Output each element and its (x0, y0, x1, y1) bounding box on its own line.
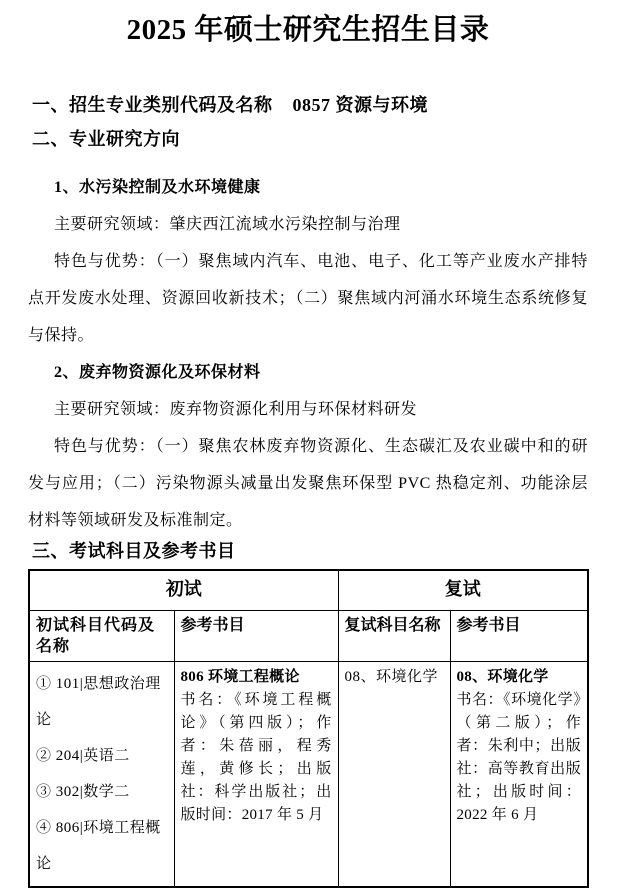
initial-reference-detail: 书名：《环境工程概论》（第四版）；作者：朱蓓丽，程秀莲，黄修长；出版社：科学出版社；出版时间：2017 年 5 月 (180, 691, 332, 823)
section-two-heading: 二、专业研究方向 (32, 129, 180, 149)
col-header-retest-subject-name: 复试科目名称 (338, 610, 450, 661)
table-column-header-row (29, 610, 588, 661)
direction-block-2 (28, 354, 588, 539)
cell-initial-subjects (29, 661, 174, 887)
direction-1-field: 主要研究领域：肇庆西江流域水污染控制与治理 (54, 216, 401, 233)
col-header-retest-references: 参考书目 (450, 610, 588, 661)
cell-retest-reference (450, 661, 588, 887)
table-data-row (29, 661, 588, 887)
retest-reference-detail: 书名：《环境化学》（第二版）；作者：朱利中；出版社：高等教育出版社；出版时间：2022 年 6 月 (456, 691, 581, 823)
initial-reference-title: 806 环境工程概论 (180, 668, 300, 685)
retest-subject-name: 08、环境化学 (344, 668, 439, 685)
subject-item-politics: ① 101|思想政治理论 (36, 675, 161, 728)
section-one-label: 一、招生专业类别代码及名称 (32, 95, 273, 115)
section-three-heading: 三、考试科目及参考书目 (32, 541, 236, 561)
col-header-initial-subject-codes: 初试科目代码及名称 (29, 610, 174, 661)
section-one-code-name: 0857 资源与环境 (292, 95, 428, 115)
retest-reference-title: 08、环境化学 (456, 668, 549, 685)
subject-item-env-engineering: ④ 806|环境工程概论 (36, 819, 161, 872)
page-title: 2025 年硕士研究生招生目录 (126, 14, 490, 46)
section-one-heading (28, 93, 588, 118)
direction-2-features: 特色与优势：（一）聚焦农林废弃物资源化、生态碳汇及农业碳中和的研发与应用；（二）污染物源头减量出发聚焦环保型 PVC 热稳定剂、功能涂层材料等领域研发及标准制定。 (28, 438, 588, 529)
subject-item-english: ② 204|英语二 (36, 747, 130, 764)
initial-subject-list (36, 666, 168, 882)
group-header-retest: 复试 (338, 570, 588, 610)
subject-item-math: ③ 302|数学二 (36, 783, 130, 800)
direction-1-features: 特色与优势：（一）聚焦域内汽车、电池、电子、化工等产业废水产排特点开发废水处理、资源回收新技术；（二）聚焦域内河涌水环境生态系统修复与保持。 (28, 253, 588, 344)
cell-retest-subject (338, 661, 450, 887)
direction-1-title: 1、水污染控制及水环境健康 (54, 179, 261, 196)
table-group-header-row (29, 570, 588, 610)
cell-initial-reference (174, 661, 338, 887)
col-header-initial-references: 参考书目 (174, 610, 338, 661)
direction-block-1 (28, 169, 588, 354)
group-header-initial-exam: 初试 (29, 570, 338, 610)
direction-2-title: 2、废弃物资源化及环保材料 (54, 364, 261, 381)
direction-2-field: 主要研究领域：废弃物资源化利用与环保材料研发 (54, 401, 418, 418)
exam-subjects-table (28, 569, 589, 888)
